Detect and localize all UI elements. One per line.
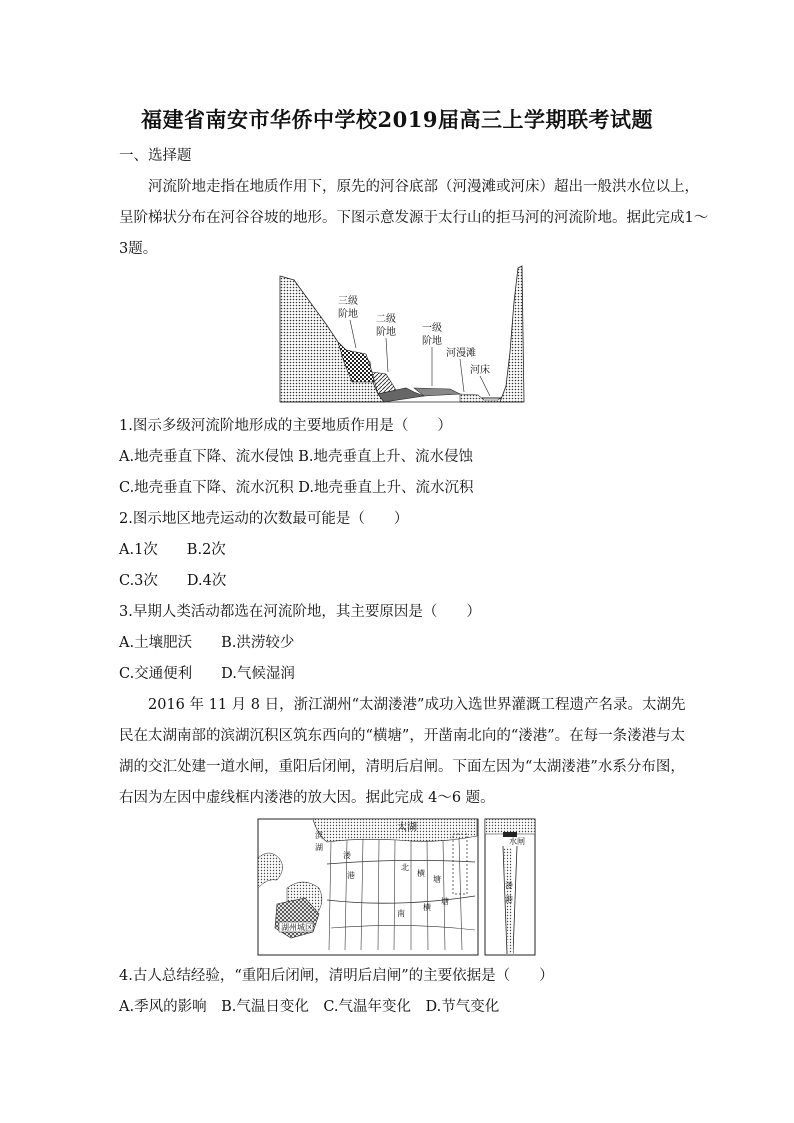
section-heading: 一、选择题 bbox=[119, 148, 192, 164]
intro2-line4: 右因为左因中虚线框内溇港的放大因。据此完成 4～6 题。 bbox=[119, 790, 495, 806]
page-title: 福建省南安市华侨中学校2019届高三上学期联考试题 bbox=[141, 107, 653, 132]
terrace1-label-a: 一级 bbox=[422, 323, 442, 334]
q1-stem: 1.图示多级河流阶地形成的主要地质作用是（ ） bbox=[119, 418, 452, 434]
river-terrace-figure bbox=[274, 262, 526, 408]
map-label-north: 北 bbox=[401, 863, 409, 872]
map-label-south: 南 bbox=[397, 909, 405, 918]
terrace2-label-a: 二级 bbox=[376, 314, 396, 325]
q3-options-ab: A.土壤肥沃 B.洪涝较少 bbox=[119, 635, 295, 651]
map-label-heng2: 横 bbox=[423, 903, 431, 912]
lougang-map-figure bbox=[257, 818, 537, 958]
map-label-tang2: 塘 bbox=[441, 897, 449, 906]
riverbed-label: 河床 bbox=[470, 365, 490, 376]
q1-options-ab: A.地壳垂直下降、流水侵蚀 B.地壳垂直上升、流水侵蚀 bbox=[119, 449, 473, 465]
q2-stem: 2.图示地区地壳运动的次数最可能是（ ） bbox=[119, 511, 409, 527]
map-label-heng1: 横 bbox=[417, 869, 425, 878]
map-lake-label: 太湖 bbox=[397, 822, 417, 833]
map-label-gang: 港 bbox=[347, 871, 355, 880]
intro1-line1: 河流阶地走指在地质作用下，原先的河谷底部（河漫滩或河床）超出一般洪水位以上， bbox=[148, 179, 699, 195]
intro2-line2: 民在太湖南部的滨湖沉积区筑东西向的“横塘”，开凿南北向的“溇港”。在每一条溇港与太 bbox=[119, 728, 686, 744]
map-label-lou: 溇 bbox=[343, 851, 351, 860]
q2-options-cd: C.3次 D.4次 bbox=[119, 573, 227, 589]
terrace2-label-b: 阶地 bbox=[376, 327, 396, 338]
map-label-bin: 滨 bbox=[315, 831, 323, 840]
q1-options-cd: C.地壳垂直下降、流水沉积 D.地壳垂直上升、流水沉积 bbox=[119, 480, 474, 496]
intro2-line3: 湖的交汇处建一道水闸，重阳后闭闸，清明后启闸。下面左因为“太湖溇港”水系分布图， bbox=[119, 759, 685, 775]
q2-options-ab: A.1次 B.2次 bbox=[119, 542, 226, 558]
q3-options-cd: C.交通便利 D.气候湿润 bbox=[119, 666, 295, 682]
floodplain-label: 河漫滩 bbox=[446, 348, 476, 359]
intro2-line1: 2016 年 11 月 8 日，浙江湖州“太湖溇港”成功入选世界灌溉工程遗产名录。太湖先 bbox=[148, 697, 686, 713]
q4-stem: 4.古人总结经验，“重阳后闭闸，清明后启闸”的主要依据是（ ） bbox=[119, 968, 554, 984]
terrace3-label-b: 阶地 bbox=[338, 309, 358, 320]
channel-label-2: 港 bbox=[505, 895, 513, 904]
terrace1-label-b: 阶地 bbox=[422, 336, 442, 347]
gate-label: 水闸 bbox=[509, 837, 525, 846]
terrace3-label-a: 三级 bbox=[338, 296, 358, 307]
map-city-label: 湖州城区 bbox=[281, 923, 313, 932]
q3-stem: 3.早期人类活动都选在河流阶地，其主要原因是（ ） bbox=[119, 604, 481, 620]
q4-options: A.季风的影响 B.气温日变化 C.气温年变化 D.节气变化 bbox=[119, 999, 500, 1015]
intro1-line3: 3题。 bbox=[119, 241, 158, 257]
intro1-line2: 呈阶梯状分布在河谷谷坡的地形。下图示意发源于太行山的拒马河的河流阶地。据此完成1～ bbox=[119, 210, 709, 226]
map-label-tang1: 塘 bbox=[433, 875, 441, 884]
map-label-hu: 湖 bbox=[315, 843, 323, 852]
channel-label-1: 溇 bbox=[505, 881, 513, 890]
